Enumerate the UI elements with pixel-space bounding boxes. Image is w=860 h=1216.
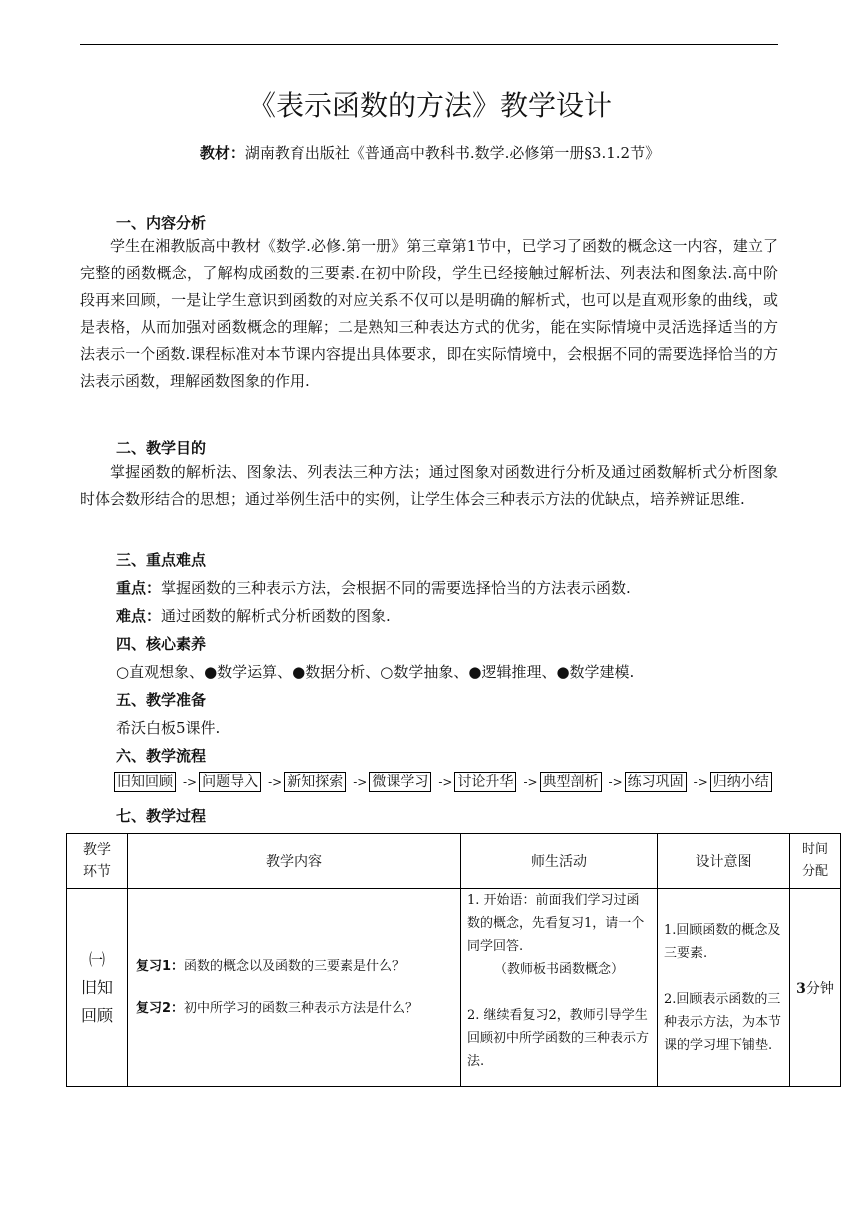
teaching-process-table <box>66 833 841 1087</box>
section-heading-preparation: 五、教学准备 <box>116 691 207 709</box>
flow-arrow: -> <box>523 775 538 789</box>
flow-step: 旧知回顾 <box>114 772 176 792</box>
flow-arrow: -> <box>183 775 198 789</box>
difficulty-text: 通过函数的解析式分析函数的图象. <box>161 607 391 625</box>
textbook-label: 教材： <box>199 144 245 162</box>
time-unit: 分钟 <box>805 980 834 997</box>
stage-number: ㈠ <box>88 949 105 969</box>
flow-arrow: -> <box>438 775 453 789</box>
flow-arrow: -> <box>268 775 283 789</box>
activity-step-2: 2. 继续看复习2，教师引导学生回顾初中所学函数的三种表示方法. <box>467 1008 650 1069</box>
header-time: 时间 分配 <box>790 834 841 889</box>
review-1-label: 复习1： <box>136 958 185 974</box>
design-cell <box>658 889 790 1087</box>
section-heading-core-literacy: 四、核心素养 <box>116 635 207 653</box>
review-2-label: 复习2： <box>136 1000 185 1016</box>
key-point-label: 重点： <box>116 579 162 597</box>
header-activity: 师生活动 <box>461 834 658 889</box>
flow-step: 新知探索 <box>284 772 346 792</box>
difficulty-line <box>116 605 391 626</box>
flow-arrow: -> <box>353 775 368 789</box>
section-heading-teaching-process: 七、教学过程 <box>116 807 207 825</box>
header-design: 设计意图 <box>658 834 790 889</box>
teaching-goals-paragraph: 掌握函数的解析法、图象法、列表法三种方法；通过图象对函数进行分析及通过函数解析式分析图象时体会数形结合的思想；通过举例生活中的实例，让学生体会三种表示方法的优缺点，培养辨证思维. <box>80 463 778 508</box>
section-heading-teaching-flow: 六、教学流程 <box>116 747 207 765</box>
time-cell <box>790 889 841 1087</box>
teaching-flow-chain <box>114 772 772 792</box>
review-2-text: 初中所学习的函数三种表示方法是什么？ <box>184 1000 419 1016</box>
section-heading-teaching-goals: 二、教学目的 <box>116 439 207 457</box>
flow-step: 归纳小结 <box>710 772 772 792</box>
key-point-line <box>116 577 631 598</box>
header-stage: 教学 环节 <box>67 834 128 889</box>
activity-note: （教师板书函数概念） <box>493 962 624 977</box>
textbook-line <box>0 142 860 163</box>
activity-cell <box>461 889 658 1087</box>
design-point-2: 2.回顾表示函数的三种表示方法，为本节课的学习埋下铺垫. <box>664 991 782 1053</box>
flow-step: 练习巩固 <box>625 772 687 792</box>
table-header-row <box>67 834 841 889</box>
core-literacy-line: ○直观想象、●数学运算、●数据分析、○数学抽象、●逻辑推理、●数学建模. <box>116 663 635 681</box>
time-value: 3 <box>796 980 806 997</box>
design-point-1: 1.回顾函数的概念及三要素. <box>664 922 781 961</box>
section-heading-content-analysis: 一、内容分析 <box>116 214 207 232</box>
activity-step-1: 1. 开始语：前面我们学习过函数的概念，先看复习1，请一个同学回答. <box>467 893 645 954</box>
textbook-value: 湖南教育出版社《普通高中教科书.数学.必修第一册§3.1.2节》 <box>244 144 661 162</box>
document-title: 《表示函数的方法》教学设计 <box>247 89 612 122</box>
preparation-line: 希沃白板5课件. <box>116 719 221 737</box>
content-cell <box>128 889 461 1087</box>
flow-step: 讨论升华 <box>454 772 516 792</box>
flow-step: 问题导入 <box>199 772 261 792</box>
header-rule <box>80 44 778 45</box>
flow-step: 典型剖析 <box>540 772 602 792</box>
flow-arrow: -> <box>693 775 708 789</box>
flow-arrow: -> <box>608 775 623 789</box>
stage-cell: ㈠ 旧知 回顾 <box>67 889 128 1087</box>
difficulty-label: 难点： <box>116 607 162 625</box>
key-point-text: 掌握函数的三种表示方法，会根据不同的需要选择恰当的方法表示函数. <box>161 579 631 597</box>
review-1-text: 函数的概念以及函数的三要素是什么？ <box>184 958 406 974</box>
section-heading-key-points: 三、重点难点 <box>116 551 207 569</box>
content-analysis-paragraph: 学生在湘教版高中教材《数学.必修.第一册》第三章第1节中，已学习了函数的概念这一内容，建立了完整的函数概念，了解构成函数的三要素.在初中阶段，学生已经接触过解析法、列表法和图象法.高中阶段再来回顾，一是让学生意识到函数的对应关系不仅可以是明确的解析式，也可以是直观形象的曲线，或是表格，从而加强对函数概念的理解；二是熟知三种表达方式的优劣，能在实际情境中灵活选择适当的方法表示一个函数.课程标准对本节课内容提出具体要求，即在实际情境中，会根据不同的需要选择恰当的方法表示函数，理解函数图象的作用. <box>80 237 778 390</box>
table-row <box>67 889 841 1087</box>
flow-step: 微课学习 <box>369 772 431 792</box>
header-content: 教学内容 <box>128 834 461 889</box>
